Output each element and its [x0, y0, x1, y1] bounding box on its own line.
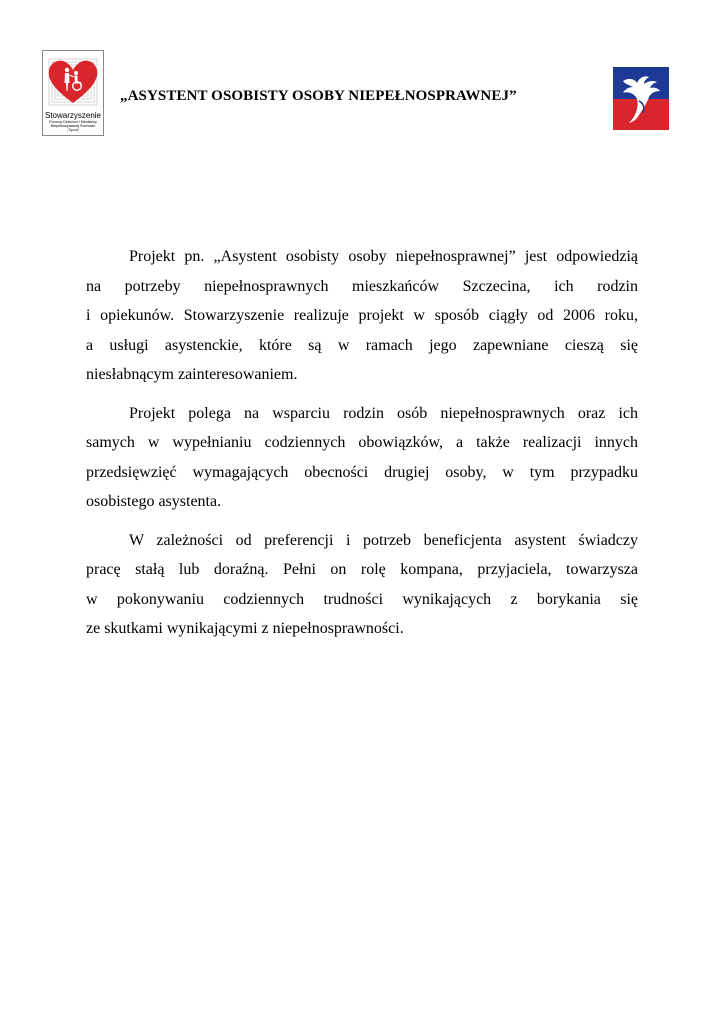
text-line: niesłabnącym zainteresowaniem. — [86, 366, 298, 383]
city-logo — [613, 67, 669, 130]
text-line: samych w wypełnianiu codziennych obowiązków, a także realizacji innych — [86, 434, 638, 451]
association-name: Stowarzyszenie — [44, 111, 102, 120]
text-line: Projekt pn. „Asystent osobisty osoby niepełnosprawnej” jest odpowiedzią — [129, 248, 638, 265]
paragraph-3 — [86, 526, 638, 644]
text-line: Projekt polega na wsparciu rodzin osób niepełnosprawnych oraz ich — [129, 404, 638, 422]
association-subtitle: Pomocy Dzieciom i Młodzieży Niepełnosprawnej Ruchowo „Tęcza” — [49, 120, 97, 133]
text-line: W zależności od preferencji i potrzeb beneficjenta asystent świadczy — [129, 531, 638, 549]
heart-wheelchair-logo-icon — [43, 51, 103, 111]
paragraph-1 — [86, 242, 638, 390]
association-logo — [42, 50, 104, 136]
text-line: i opiekunów. Stowarzyszenie realizuje projekt w sposób ciągły od 2006 roku, — [86, 307, 638, 324]
page-title: „ASYSTENT OSOBISTY OSOBY NIEPEŁNOSPRAWNEJ” — [120, 88, 517, 104]
document-body — [86, 242, 638, 653]
szczecin-city-logo-icon — [613, 67, 669, 130]
text-line: na potrzeby niepełnosprawnych mieszkańców Szczecina, ich rodzin — [86, 277, 638, 295]
text-line: osobistego asystenta. — [86, 493, 222, 510]
text-line: a usługi asystenckie, które są w ramach jego zapewniane cieszą się — [86, 336, 638, 354]
text-line: pracę stałą lub doraźną. Pełni on rolę kompana, przyjaciela, towarzysza — [86, 561, 638, 578]
text-line: w pokonywaniu codziennych trudności wynikających z borykania się — [86, 590, 638, 608]
paragraph-2 — [86, 399, 638, 517]
text-line: przedsięwzięć wymagających obecności drugiej osoby, w tym przypadku — [86, 463, 638, 481]
text-line: ze skutkami wynikającymi z niepełnosprawności. — [86, 620, 404, 637]
